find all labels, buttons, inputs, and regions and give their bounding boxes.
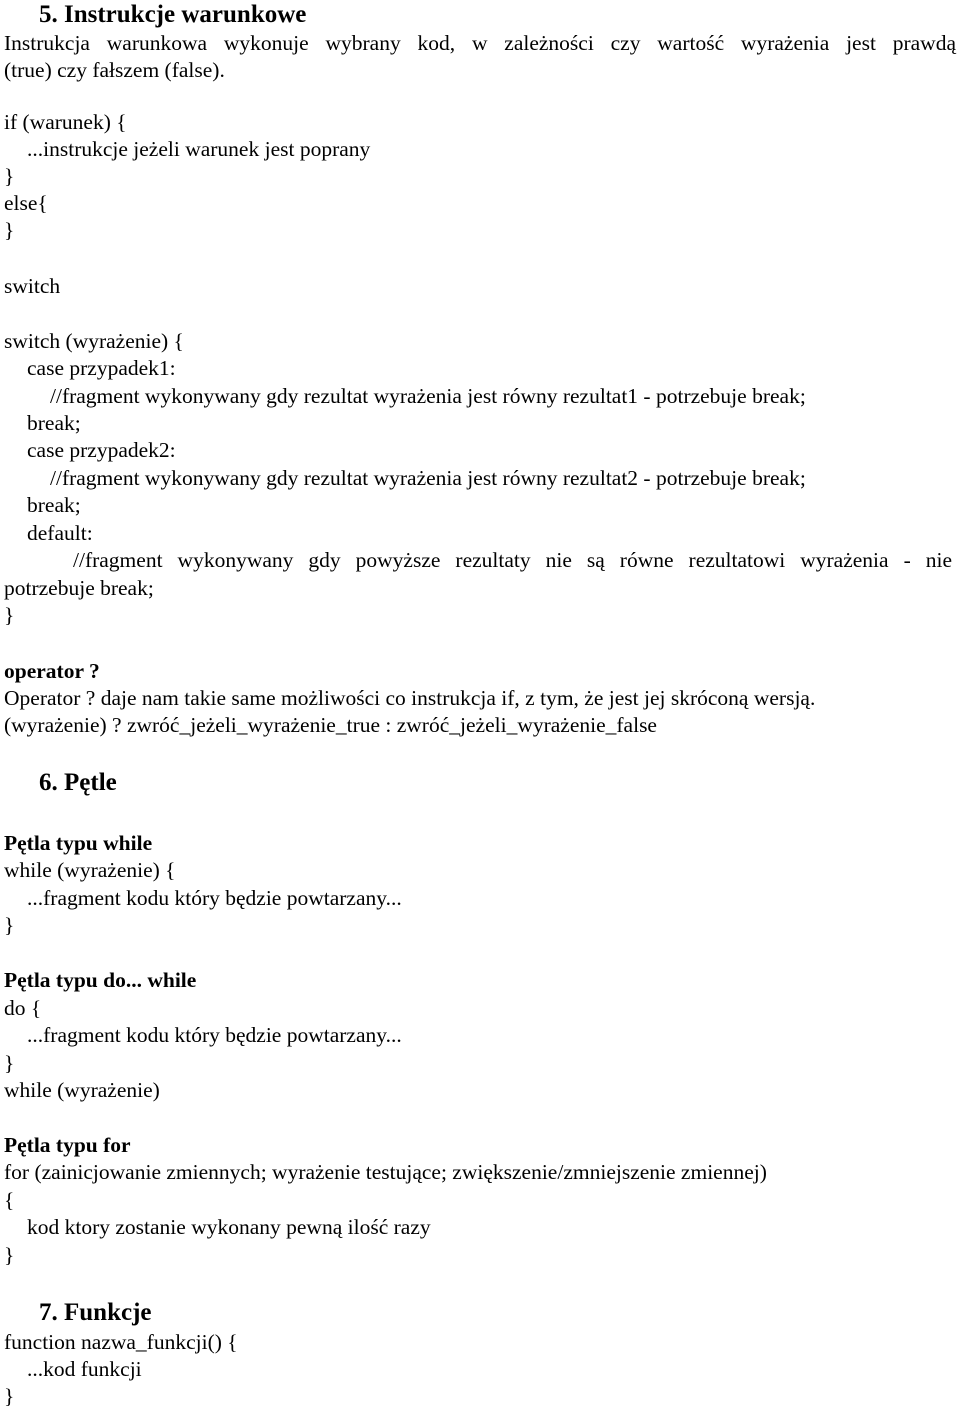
operator-syntax: (wyrażenie) ? zwróć_jeżeli_wyrażenie_true : zwróć_jeżeli_wyrażenie_false [4, 713, 657, 737]
for-close: } [4, 1243, 15, 1267]
intro-text-line-2: (true) czy fałszem (false). [4, 58, 225, 82]
do-open: do { [4, 996, 42, 1020]
for-title: Pętla typu for [4, 1133, 131, 1157]
dowhile-title: Pętla typu do... while [4, 968, 197, 992]
else-open: else{ [4, 191, 48, 215]
switch-comment-3-cont: potrzebuje break; [4, 576, 154, 600]
switch-break-1: break; [27, 411, 81, 435]
do-body: ...fragment kodu który będzie powtarzany... [27, 1023, 402, 1047]
operator-title: operator ? [4, 659, 100, 683]
section-heading-5: 5. Instrukcje warunkowe [39, 1, 307, 28]
if-body: ...instrukcje jeżeli warunek jest poprany [27, 137, 371, 161]
section-heading-6: 6. Pętle [39, 769, 117, 796]
for-head: for (zainicjowanie zmiennych; wyrażenie testujące; zwiększenie/zmniejszenie zmiennej) [4, 1160, 767, 1184]
function-body: ...kod funkcji [27, 1357, 142, 1381]
switch-open: switch (wyrażenie) { [4, 329, 184, 353]
while-title: Pętla typu while [4, 831, 153, 855]
switch-comment-3: //fragment wykonywany gdy powyższe rezultaty nie są równe rezultatowi wyrażenia - nie [73, 548, 952, 572]
for-open: { [4, 1188, 15, 1212]
intro-text-line-1: Instrukcja warunkowa wykonuje wybrany kod, w zależności czy wartość wyrażenia jest prawdą [4, 31, 956, 55]
do-close: } [4, 1051, 15, 1075]
while-close: } [4, 913, 15, 937]
switch-case-2: case przypadek2: [27, 438, 176, 462]
else-close: } [4, 218, 15, 242]
while-open: while (wyrażenie) { [4, 858, 176, 882]
if-open: if (warunek) { [4, 110, 127, 134]
switch-comment-2: //fragment wykonywany gdy rezultat wyrażenia jest równy rezultat2 - potrzebuje break; [50, 466, 806, 490]
function-close: } [4, 1384, 15, 1408]
switch-default: default: [27, 521, 93, 545]
while-body: ...fragment kodu który będzie powtarzany... [27, 886, 402, 910]
switch-break-2: break; [27, 493, 81, 517]
switch-case-1: case przypadek1: [27, 356, 176, 380]
switch-comment-1: //fragment wykonywany gdy rezultat wyrażenia jest równy rezultat1 - potrzebuje break; [50, 384, 806, 408]
function-open: function nazwa_funkcji() { [4, 1330, 238, 1354]
if-close: } [4, 164, 15, 188]
do-while: while (wyrażenie) [4, 1078, 160, 1102]
switch-close: } [4, 603, 15, 627]
for-body: kod ktory zostanie wykonany pewną ilość razy [27, 1215, 431, 1239]
operator-desc: Operator ? daje nam takie same możliwości co instrukcja if, z tym, że jest jej skróconą wersją. [4, 686, 816, 710]
section-heading-7: 7. Funkcje [39, 1299, 152, 1326]
switch-title: switch [4, 274, 61, 298]
